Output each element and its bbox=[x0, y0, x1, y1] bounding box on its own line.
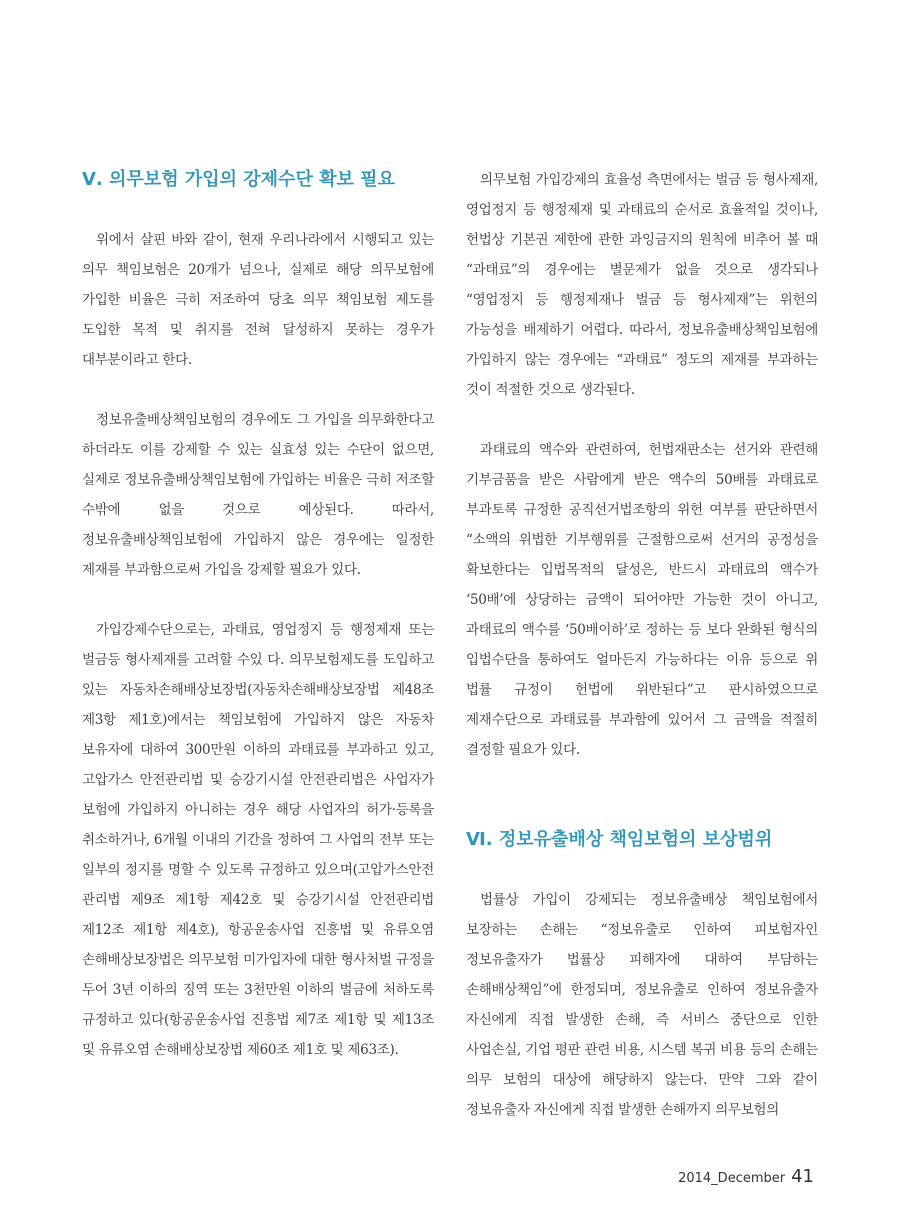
paragraph: 의무보험 가입강제의 효율성 측면에서는 벌금 등 형사제재, 영업정지 등 행정제재 및 과태료의 순서로 효율적일 것이나, 헌법상 기본권 제한에 관한 과잉금지의 원칙에 비추어 볼 때 “과태료”의 경우에는 별문제가 없을 것으로 생각되나 “영업정지 등 행정제재나 벌금 등 형사제재”는 위헌의 가능성을 배제하기 어렵다. 따라서, 정보유출배상책임보험에 가입하지 않는 경우에는 “과태료” 정도의 제재를 부과하는 것이 적절한 것으로 생각된다. bbox=[466, 172, 818, 398]
paragraph: 위에서 살핀 바와 같이, 현재 우리나라에서 시행되고 있는 의무 책임보험은 20개가 넘으나, 실제로 해당 의무보험에 가입한 비율은 극히 저조하여 당초 의무 책임보험 제도를 도입한 목적 및 취지를 전혀 달성하지 못하는 경우가 대부분이라고 한다. bbox=[82, 232, 434, 368]
paragraph: 법률상 가입이 강제되는 정보유출배상 책임보험에서 보장하는 손해는 “정보유출로 인하여 피보험자인 정보유출자가 법률상 피해자에 대하여 부담하는 손해배상책임”에 한정되며, 정보유출로 인하여 정보유출자 자신에게 직접 발생한 손해, 즉 서비스 중단으로 인한 사업손실, 기업 평판 관련 비용, 시스템 복귀 비용 등의 손해는 의무 보험의 대상에 해당하지 않는다. 만약 그와 같이 정보유출자 자신에게 직접 발생한 손해까지 의무보험의 bbox=[466, 892, 818, 1118]
section-6-heading: Ⅵ. 정보유출배상 책임보험의 보상범위 bbox=[466, 829, 773, 850]
paragraph: 정보유출배상책임보험의 경우에도 그 가입을 의무화한다고 하더라도 이를 강제할 수 있는 실효성 있는 수단이 없으면, 실제로 정보유출배상책임보험에 가입하는 비율은 극히 저조할 수밖에 없을 것으로 예상된다. 따라서, 정보유출배상책임보험에 가입하지 않은 경우에는 일정한 제재를 부과함으로써 가입을 강제할 필요가 있다. bbox=[82, 412, 434, 578]
section-5-heading: Ⅴ. 의무보험 가입의 강제수단 확보 필요 bbox=[82, 169, 395, 190]
page-number: 41 bbox=[791, 1166, 814, 1187]
page-footer bbox=[678, 1166, 814, 1187]
left-column bbox=[82, 165, 434, 1065]
paragraph: 가입강제수단으로는, 과태료, 영업정지 등 행정제재 또는 벌금등 형사제재를 고려할 수있 다. 의무보험제도를 도입하고 있는 자동차손해배상보장법(자동차손해배상보장법 제48조 제3항 제1호)에서는 책임보험에 가입하지 않은 자동차 보유자에 대하여 300만원 이하의 과태료를 부과하고 있고, 고압가스 안전관리법 및 승강기시설 안전관리법은 사업자가 보험에 가입하지 아니하는 경우 해당 사업자의 허가·등록을 취소하거나, 6개월 이내의 기간을 정하여 그 사업의 전부 또는 일부의 정지를 명할 수 있도록 규정하고 있으며(고압가스안전 관리법 제9조 제1항 제42호 및 승강기시설 안전관리법 제12조 제1항 제4호), 항공운송사업 진흥법 및 유류오염 손해배상보장법은 의무보험 미가입자에 대한 형사처벌 규정을 두어 3년 이하의 징역 또는 3천만원 이하의 벌금에 처하도록 규정하고 있다(항공운송사업 진흥법 제7조 제1항 및 제13조 및 유류오염 손해배상보장법 제60조 제1호 및 제63조). bbox=[82, 622, 434, 1058]
issue-date: 2014_December bbox=[678, 1171, 786, 1186]
right-column bbox=[466, 165, 818, 1125]
paragraph: 과태료의 액수와 관련하여, 헌법재판소는 선거와 관련해 기부금품을 받은 사람에게 받은 액수의 50배를 과태료로 부과토록 규정한 공직선거법조항의 위헌 여부를 판단하면서 “소액의 위법한 기부행위를 근절함으로써 선거의 공정성을 확보한다는 입법목적의 달성은, 반드시 과태료의 액수가 ‘50배’에 상당하는 금액이 되어야만 가능한 것이 아니고, 과태료의 액수를 ‘50배이하’로 정하는 등 보다 완화된 형식의 입법수단을 통하여도 얼마든지 가능하다는 이유 등으로 위 법률 규정이 헌법에 위반된다”고 판시하였으므로 제재수단으로 과태료를 부과함에 있어서 그 금액을 적절히 결정할 필요가 있다. bbox=[466, 442, 818, 758]
